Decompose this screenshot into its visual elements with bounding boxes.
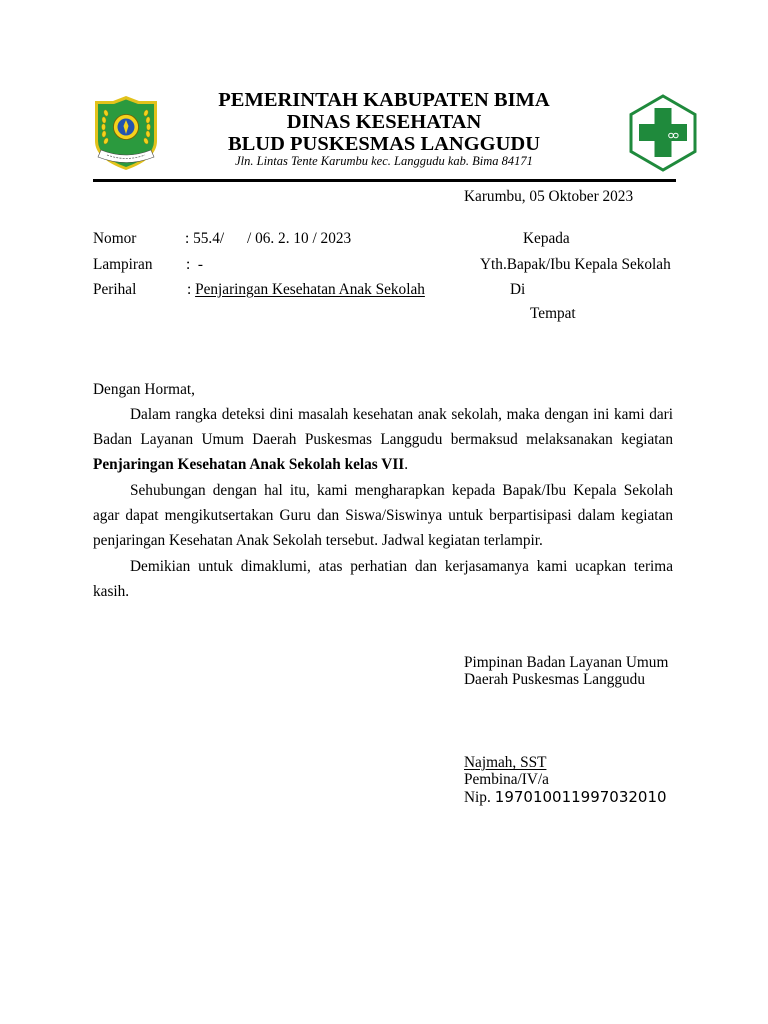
perihal-colon: : (187, 281, 196, 298)
letterhead-line-government: PEMERINTAH KABUPATEN BIMA (218, 89, 550, 111)
perihal-value: Penjaringan Kesehatan Anak Sekolah (195, 281, 425, 298)
paragraph-2-line-3: penjaringan Kesehatan Anak Sekolah tersebut. Jadwal kegiatan terlampir. (93, 532, 543, 549)
paragraph-2-line-2: agar dapat mengikutsertakan Guru dan Siswa/Siswinya untuk berpartisipasi dalam kegiatan (93, 507, 673, 524)
nip-label: Nip. (464, 789, 491, 806)
lampiran-value: : - (186, 256, 203, 273)
paragraph-2-line-1: Sehubungan dengan hal itu, kami mengharapkan kepada Bapak/Ibu Kepala Sekolah (130, 482, 673, 499)
perihal-label: Perihal (93, 281, 137, 298)
lampiran-label: Lampiran (93, 256, 153, 273)
paragraph-1-end: . (404, 456, 409, 473)
signatory-title-line-1: Pimpinan Badan Layanan Umum (464, 654, 669, 671)
letterhead-line-institution: BLUD PUSKESMAS LANGGUDU (227, 133, 541, 155)
kabupaten-bima-emblem-icon (93, 95, 159, 171)
letterhead-address: Jln. Lintas Tente Karumbu kec. Langgudu kab. Bima 84171 (235, 154, 533, 168)
signatory-name: Najmah, SST (464, 754, 547, 771)
paragraph-1-line-1: Dalam rangka deteksi dini masalah kesehatan anak sekolah, maka dengan ini kami dari (130, 406, 673, 423)
letterhead-divider (93, 179, 676, 182)
recipient-to: Kepada (523, 230, 570, 247)
puskesmas-hexagon-cross-icon (628, 94, 698, 172)
recipient-place: Tempat (530, 305, 576, 322)
letter-date: Karumbu, 05 Oktober 2023 (464, 188, 634, 205)
letterhead-title (200, 89, 568, 155)
perihal-row (187, 281, 425, 299)
nomor-value: : 55.4/ / 06. 2. 10 / 2023 (185, 230, 352, 247)
nip-value: 197010011997032010 (494, 788, 667, 806)
signatory-rank: Pembina/IV/a (464, 771, 549, 788)
paragraph-1-line-3 (93, 456, 673, 474)
paragraph-3-line-2: kasih. (93, 583, 130, 600)
paragraph-3-line-1: Demikian untuk dimaklumi, atas perhatian dan kerjasamanya kami ucapkan terima (130, 558, 673, 575)
recipient-at: Di (510, 281, 526, 298)
salutation: Dengan Hormat, (93, 381, 195, 398)
activity-name-bold: Penjaringan Kesehatan Anak Sekolah kelas VII (93, 456, 405, 473)
paragraph-1-line-2: Badan Layanan Umum Daerah Puskesmas Langgudu bermaksud melaksanakan kegiatan (93, 431, 673, 448)
recipient-name: Yth.Bapak/Ibu Kepala Sekolah (480, 256, 671, 273)
signatory-nip (464, 788, 667, 807)
signatory-title-line-2: Daerah Puskesmas Langgudu (464, 671, 645, 688)
nomor-label: Nomor (93, 230, 137, 247)
letterhead-line-department: DINAS KESEHATAN (286, 111, 482, 133)
